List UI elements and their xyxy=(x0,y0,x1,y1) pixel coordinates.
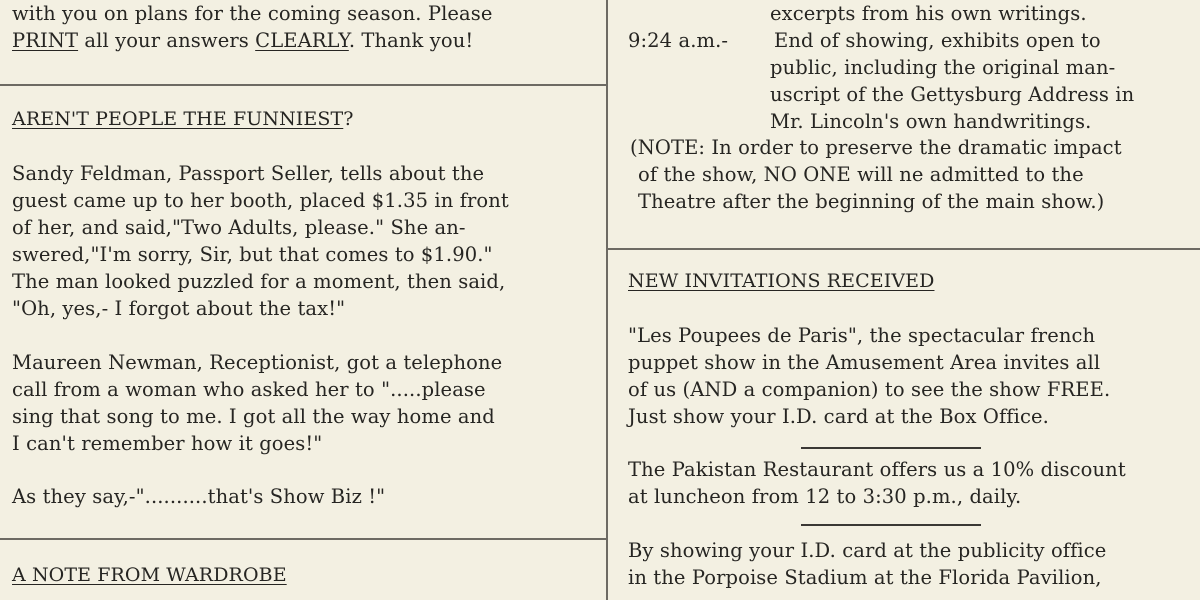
paragraph-line: at luncheon from 12 to 3:30 p.m., daily. xyxy=(628,485,1022,508)
note-line: (NOTE: In order to preserve the dramatic impact xyxy=(630,136,1122,159)
paragraph-line: "Oh, yes,- I forgot about the tax!" xyxy=(12,297,346,320)
schedule-line: End of showing, exhibits open to xyxy=(774,29,1101,52)
paragraph-line: of her, and said,"Two Adults, please." She an- xyxy=(12,216,466,239)
note-line: Theatre after the beginning of the main show.) xyxy=(638,190,1105,213)
paragraph-line: The man looked puzzled for a moment, then said, xyxy=(12,270,506,293)
column-divider xyxy=(606,0,608,600)
print-emphasis: PRINT xyxy=(12,29,79,52)
intro-line-2 xyxy=(12,27,473,54)
paragraph-line: in the Porpoise Stadium at the Florida Pavilion, xyxy=(628,566,1102,589)
paragraph-line: call from a woman who asked her to ".....please xyxy=(12,378,486,401)
heading-wardrobe-text: A NOTE FROM WARDROBE xyxy=(12,564,287,586)
paragraph-line: Just show your I.D. card at the Box Office. xyxy=(628,405,1049,428)
section-divider-right-1 xyxy=(607,248,1200,250)
paragraph-line: swered,"I'm sorry, Sir, but that comes to $1.90." xyxy=(12,243,493,266)
paragraph-line: of us (AND a companion) to see the show FREE. xyxy=(628,378,1111,401)
schedule-line: uscript of the Gettysburg Address in xyxy=(770,83,1135,106)
paragraph-line: puppet show in the Amusement Area invites all xyxy=(628,351,1101,374)
note-line: of the show, NO ONE will ne admitted to the xyxy=(638,163,1084,186)
paragraph-line: "Les Poupees de Paris", the spectacular french xyxy=(628,324,1096,347)
paragraph-line: By showing your I.D. card at the publicity office xyxy=(628,539,1107,562)
schedule-line: public, including the original man- xyxy=(770,56,1116,79)
paragraph-line: As they say,-"..........that's Show Biz !" xyxy=(12,485,386,508)
schedule-line: Mr. Lincoln's own handwritings. xyxy=(770,110,1092,133)
section-heading-wardrobe xyxy=(12,562,287,589)
intro-line-2-end: . Thank you! xyxy=(348,29,474,52)
section-heading-invitations xyxy=(628,268,934,295)
paragraph-line: Maureen Newman, Receptionist, got a telephone xyxy=(12,351,503,374)
item-separator xyxy=(801,524,981,526)
item-separator xyxy=(801,447,981,449)
paragraph-line: Sandy Feldman, Passport Seller, tells about the xyxy=(12,162,485,185)
section-heading-funniest xyxy=(12,106,354,133)
schedule-time: 9:24 a.m.- xyxy=(628,29,729,52)
heading-invitations-text: NEW INVITATIONS RECEIVED xyxy=(628,270,935,292)
intro-line-1: with you on plans for the coming season. Please xyxy=(12,2,493,25)
paragraph-line: The Pakistan Restaurant offers us a 10% discount xyxy=(628,458,1126,481)
clearly-emphasis: CLEARLY xyxy=(255,29,349,52)
section-divider-left-2 xyxy=(0,538,607,540)
paragraph-line: I can't remember how it goes!" xyxy=(12,432,323,455)
section-divider-left-1 xyxy=(0,84,607,86)
heading-funniest-text: AREN'T PEOPLE THE FUNNIEST xyxy=(12,108,344,130)
paragraph-line: guest came up to her booth, placed $1.35 in front xyxy=(12,189,509,212)
intro-line-2-mid: all your answers xyxy=(78,29,256,52)
heading-funniest-suffix: ? xyxy=(343,108,354,130)
paragraph-line: sing that song to me. I got all the way home and xyxy=(12,405,495,428)
schedule-line: excerpts from his own writings. xyxy=(770,2,1087,25)
